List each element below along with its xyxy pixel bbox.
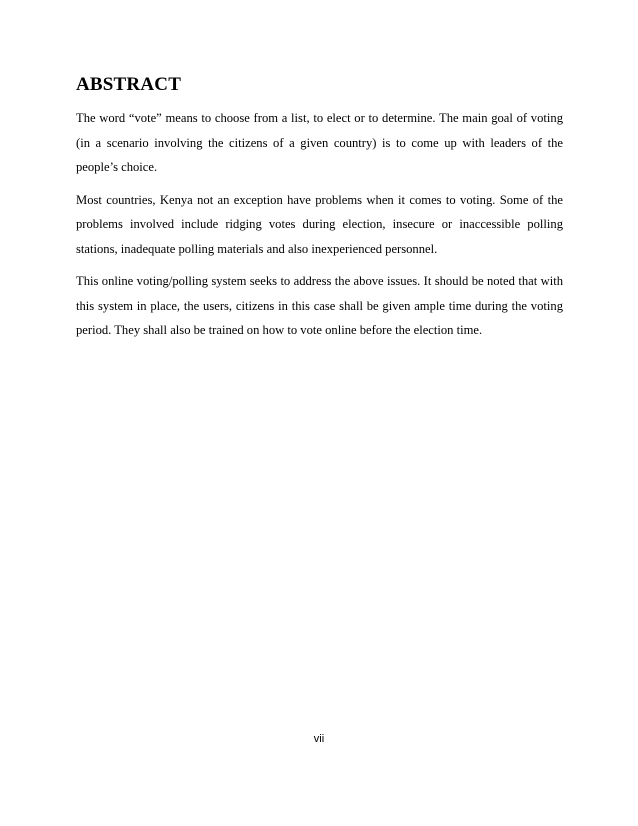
paragraph-solution: This online voting/polling system seeks to address the above issues. It should be noted that with this system in place, the users, citizens in this case shall be given ample time during the voting period. They shall also be trained on how to vote online before the election time. xyxy=(76,274,563,337)
paragraph-definition: The word “vote” means to choose from a list, to elect or to determine. The main goal of voting (in a scenario involving the citizens of a given country) is to come up with leaders of the people’s choice. xyxy=(76,111,563,174)
paragraph-problems: Most countries, Kenya not an exception have problems when it comes to voting. Some of the problems involved include ridging votes during election, insecure or inaccessible polling stations, inadequate polling materials and also inexperienced personnel. xyxy=(76,192,563,256)
page-number: vii xyxy=(313,733,325,745)
section-heading: ABSTRACT xyxy=(76,74,182,95)
abstract-section xyxy=(76,72,563,351)
